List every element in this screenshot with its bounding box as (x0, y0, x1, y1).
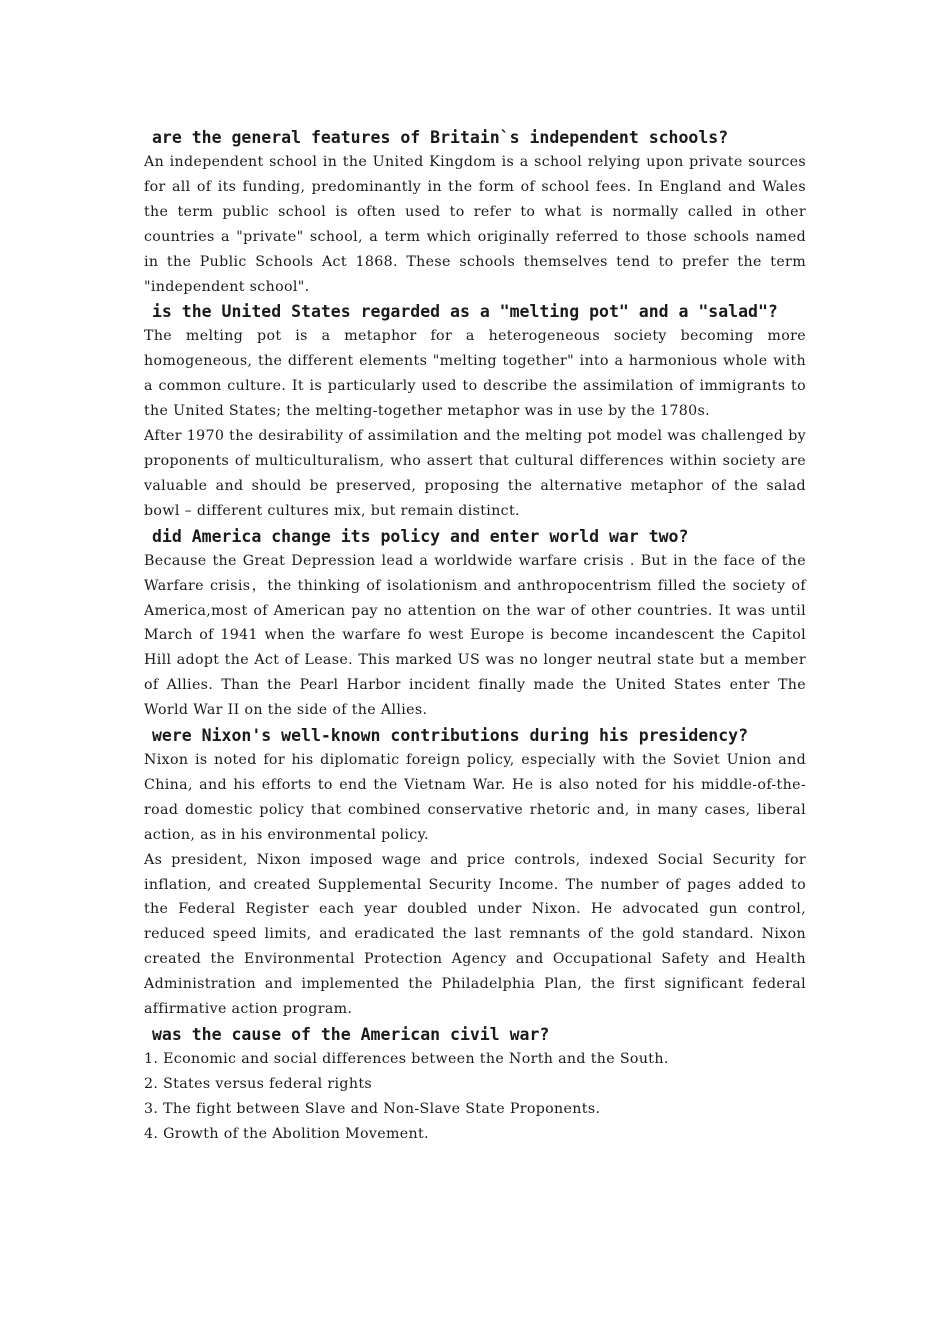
section-civil-war (144, 1022, 806, 1147)
answer-paragraph: The melting pot is a metaphor for a heterogeneous society becoming more homogeneous, the different elements "melting together" into a harmonious whole with a common culture. It is particularly used to describe the assimilation of immigrants to the United States; the melting-together metaphor was in use by the 1780s. (144, 328, 806, 420)
answer-paragraph: Nixon is noted for his diplomatic foreign policy, especially with the Soviet Union and China, and his efforts to end the Vietnam War. He is also noted for his middle-of-the-road domestic policy that combined conservative rhetoric and, in many cases, liberal action, as in his environmental policy. (144, 752, 806, 843)
answer-paragraph: Because the Great Depression lead a worldwide warfare crisis . But in the face of the Warfare crisis，the thinking of isolationism and anthropocentrism filled the society of America,most of American pay no attention on the war of other countries. It was until March of 1941 when the warfare fo west Europe is become incandescent the Capitol Hill adopt the Act of Lease. This marked US was no longer neutral state but a member of Allies. Than the Pearl Harbor incident finally made the United States enter The World War II on the side of the Allies. (144, 552, 806, 719)
section-nixon (144, 723, 806, 1022)
section-world-war-two (144, 524, 806, 723)
question-heading: did America change its policy and enter world war two? (152, 526, 689, 546)
list-item: 3. The fight between Slave and Non-Slave State Proponents. (144, 1100, 601, 1117)
list-item: 2. States versus federal rights (144, 1075, 372, 1092)
section-melting-pot (144, 299, 806, 523)
question-heading: is the United States regarded as a "melting pot" and a "salad"? (152, 302, 778, 322)
list-item: 1. Economic and social differences between the North and the South. (144, 1051, 669, 1067)
answer-paragraph: After 1970 the desirability of assimilation and the melting pot model was challenged by proponents of multiculturalism, who assert that cultural differences within society are valuable and should be preserved, proposing the alternative metaphor of the salad bowl – different cultures mix, but remain distinct. (144, 428, 806, 519)
answer-paragraph: An independent school in the United Kingdom is a school relying upon private sources for all of its funding, predominantly in the form of school fees. In England and Wales the term public school is often used to refer to what is normally called in other countries a "private" school, a term which originally referred to those schools named in the Public Schools Act 1868. These schools themselves tend to prefer the term "independent school". (144, 154, 806, 295)
answer-paragraph: As president, Nixon imposed wage and price controls, indexed Social Security for inflation, and created Supplemental Security Income. The number of pages added to the Federal Register each year doubled under Nixon. He advocated gun control, reduced speed limits, and eradicated the last remnants of the gold standard. Nixon created the Environmental Protection Agency and Occupational Safety and Health Administration and implemented the Philadelphia Plan, the first significant federal affirmative action program. (144, 851, 806, 1018)
question-heading: was the cause of the American civil war? (152, 1025, 550, 1044)
section-independent-schools (144, 125, 806, 299)
list-item: 4. Growth of the Abolition Movement. (144, 1125, 429, 1142)
question-heading: are the general features of Britain`s independent schools? (152, 128, 729, 147)
document-page (144, 125, 806, 1147)
question-heading: were Nixon's well-known contributions during his presidency? (152, 726, 749, 746)
